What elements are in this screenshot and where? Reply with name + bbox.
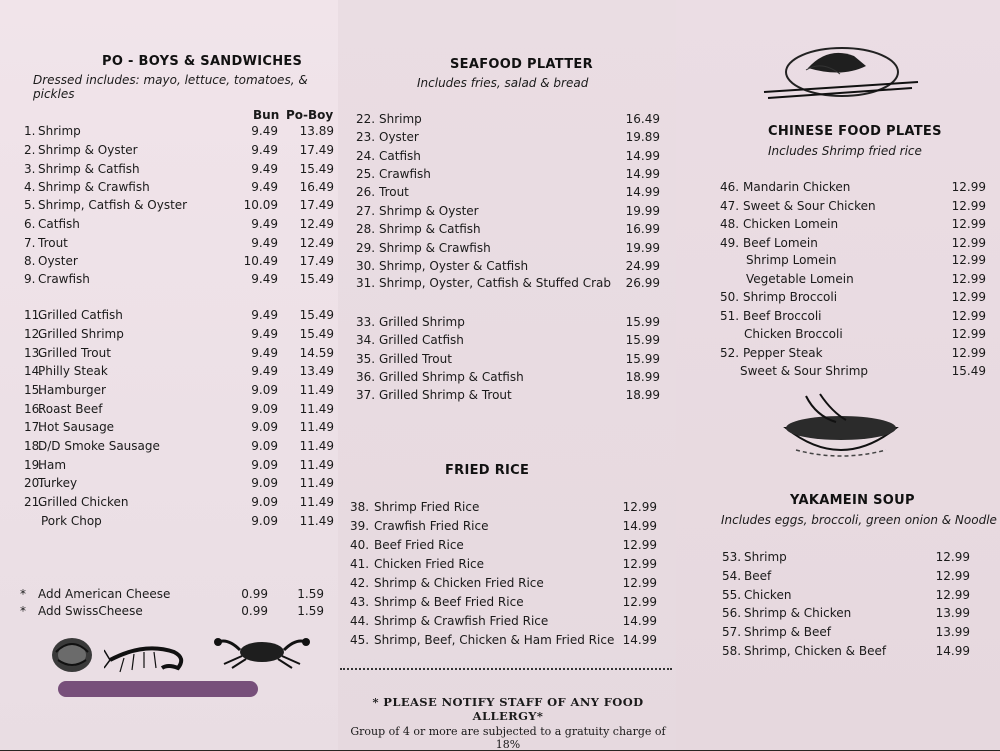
item-number: 55.: [722, 588, 742, 602]
fried-rice-row: [350, 576, 657, 594]
item-number: 13.: [24, 346, 44, 360]
bun-price: 9.09: [251, 402, 278, 416]
item-number: 38.: [350, 500, 370, 514]
item-price: 15.99: [625, 352, 660, 366]
item-name: Shrimp Broccoli: [743, 290, 838, 304]
yakamein-row: [722, 569, 970, 587]
item-name: Sweet & Sour Chicken: [743, 199, 876, 213]
yakamein-row: [722, 550, 970, 568]
item-number: 52.: [720, 346, 740, 360]
item-name: Shrimp & Catfish: [38, 162, 140, 176]
po-boy-row: [24, 254, 334, 272]
seafood-row: [356, 149, 660, 167]
item-name: Shrimp Fried Rice: [374, 500, 480, 514]
seafood-row: [356, 130, 660, 148]
po-boy-row: [24, 346, 334, 364]
item-price: 12.99: [951, 253, 986, 267]
item-price: 15.99: [625, 315, 660, 329]
item-price: 19.99: [625, 241, 660, 255]
item-name: Grilled Shrimp & Trout: [379, 388, 512, 402]
item-name: Shrimp & Crawfish: [38, 180, 150, 194]
item-price: 12.99: [951, 290, 986, 304]
bun-price: 9.49: [251, 236, 278, 250]
item-price: 12.99: [951, 199, 986, 213]
chinese-plate-row: [720, 253, 986, 271]
seafood-row: [356, 204, 660, 222]
item-number: 19.: [24, 458, 44, 472]
fried-rice-row: [350, 633, 657, 651]
bun-column-header: Bun: [253, 108, 280, 122]
poboy-column-header: Po-Boy: [286, 108, 334, 122]
item-price: 19.99: [625, 204, 660, 218]
item-price: 14.99: [622, 633, 657, 647]
item-name: Shrimp & Chicken: [744, 606, 852, 620]
item-name: Shrimp, Beef, Chicken & Ham Fried Rice: [374, 633, 615, 647]
item-name: Grilled Chicken: [38, 495, 129, 509]
item-name: Chicken Lomein: [743, 217, 839, 231]
item-price: 14.99: [625, 185, 660, 199]
po-boy-row: [24, 180, 334, 198]
yakamein-row: [722, 644, 970, 662]
poboy-price: 11.49: [299, 420, 334, 434]
bun-price: 10.09: [243, 198, 278, 212]
fried-rice-title: FRIED RICE: [445, 463, 530, 478]
item-name: Shrimp: [38, 124, 81, 138]
item-number: 9.: [24, 272, 36, 286]
bun-price: 0.99: [241, 587, 268, 601]
addon-name: Add SwissCheese: [38, 604, 143, 618]
seafood-row: [356, 185, 660, 203]
item-price: 18.99: [625, 370, 660, 384]
item-number: 44.: [350, 614, 370, 628]
chinese-plate-row: [720, 236, 986, 254]
yakamein-row: [722, 588, 970, 606]
item-number: 33.: [356, 315, 376, 329]
chinese-plate-icon: [762, 38, 922, 108]
item-name: Shrimp & Crawfish Fried Rice: [374, 614, 549, 628]
seafood-platter-subtitle: Includes fries, salad & bread: [417, 76, 589, 90]
item-name: Mandarin Chicken: [743, 180, 851, 194]
item-name: Oyster: [379, 130, 419, 144]
po-boy-row: [24, 236, 334, 254]
item-price: 14.99: [935, 644, 970, 658]
item-name: Shrimp & Beef: [744, 625, 832, 639]
poboy-price: 12.49: [299, 217, 334, 231]
item-price: 12.99: [622, 557, 657, 571]
item-name: Shrimp, Oyster & Catfish: [379, 259, 529, 273]
poboy-price: 11.49: [299, 458, 334, 472]
poboy-price: 17.49: [299, 198, 334, 212]
item-price: 12.99: [622, 500, 657, 514]
bun-price: 9.09: [251, 514, 278, 528]
po-boy-row: [24, 476, 334, 494]
yakamein-row: [722, 625, 970, 643]
item-name: Shrimp & Beef Fried Rice: [374, 595, 524, 609]
item-name: Pork Chop: [41, 514, 102, 528]
po-boy-row: [24, 514, 334, 532]
fried-rice-row: [350, 557, 657, 575]
bun-price: 9.09: [251, 420, 278, 434]
bun-price: 9.49: [251, 327, 278, 341]
item-name: Crawfish Fried Rice: [374, 519, 489, 533]
item-name: Chicken: [744, 588, 792, 602]
item-name: Grilled Catfish: [379, 333, 464, 347]
seafood-row: [356, 370, 660, 388]
fried-rice-row: [350, 538, 657, 556]
po-boy-row: [24, 327, 334, 345]
item-number: 29.: [356, 241, 376, 255]
item-name: Shrimp & Catfish: [379, 222, 481, 236]
item-number: 56.: [722, 606, 742, 620]
item-number: 12.: [24, 327, 44, 341]
item-name: Crawfish: [38, 272, 90, 286]
po-boy-row: [24, 124, 334, 142]
yakamein-subtitle: Includes eggs, broccoli, green onion & Noodle: [721, 513, 997, 527]
item-number: 16.: [24, 402, 44, 416]
item-number: 17.: [24, 420, 44, 434]
item-number: 45.: [350, 633, 370, 647]
item-price: 12.99: [951, 272, 986, 286]
item-number: 31.: [356, 276, 376, 290]
item-price: 12.99: [935, 550, 970, 564]
item-name: Shrimp & Crawfish: [379, 241, 491, 255]
po-boy-row: [24, 217, 334, 235]
po-boy-row: [24, 495, 334, 513]
item-number: 22.: [356, 112, 376, 126]
item-name: Beef Broccoli: [743, 309, 822, 323]
poboy-price: 11.49: [299, 476, 334, 490]
item-name: Beef: [744, 569, 772, 583]
item-name: Grilled Catfish: [38, 308, 123, 322]
item-price: 12.99: [622, 595, 657, 609]
item-name: Hot Sausage: [38, 420, 115, 434]
poboy-price: 15.49: [299, 272, 334, 286]
item-number: 21.: [24, 495, 44, 509]
item-number: 26.: [356, 185, 376, 199]
item-number: 58.: [722, 644, 742, 658]
item-number: 50.: [720, 290, 740, 304]
item-number: 41.: [350, 557, 370, 571]
fried-rice-row: [350, 519, 657, 537]
seafood-row: [356, 241, 660, 259]
poboy-price: 15.49: [299, 308, 334, 322]
item-name: Sweet & Sour Shrimp: [740, 364, 868, 378]
poboy-price: 13.49: [299, 364, 334, 378]
crab-icon: [210, 634, 314, 670]
item-number: 11.: [24, 308, 44, 322]
po-boy-row: [24, 364, 334, 382]
item-number: 28.: [356, 222, 376, 236]
item-number: 24.: [356, 149, 376, 163]
poboy-price: 11.49: [299, 439, 334, 453]
item-name: Chicken Broccoli: [744, 327, 843, 341]
item-number: 46.: [720, 180, 740, 194]
item-price: 12.99: [622, 576, 657, 590]
item-price: 12.99: [951, 180, 986, 194]
po-boy-row: [24, 162, 334, 180]
item-name: Philly Steak: [38, 364, 108, 378]
item-number: 49.: [720, 236, 740, 250]
item-price: 12.99: [951, 309, 986, 323]
seafood-row: [356, 315, 660, 333]
item-number: 6.: [24, 217, 36, 231]
bun-price: 9.49: [251, 308, 278, 322]
item-name: Shrimp, Catfish & Oyster: [38, 198, 188, 212]
bullet-star: *: [20, 604, 26, 618]
poboy-price: 11.49: [299, 514, 334, 528]
chinese-plates-title: CHINESE FOOD PLATES: [768, 124, 942, 139]
item-price: 13.99: [935, 625, 970, 639]
item-name: Crawfish: [379, 167, 431, 181]
po-boy-row: [24, 402, 334, 420]
item-name: Shrimp & Oyster: [38, 143, 138, 157]
bun-price: 9.09: [251, 495, 278, 509]
item-price: 12.99: [935, 588, 970, 602]
item-name: Roast Beef: [38, 402, 103, 416]
item-name: Ham: [38, 458, 67, 472]
item-price: 19.89: [625, 130, 660, 144]
item-number: 34.: [356, 333, 376, 347]
item-price: 15.99: [625, 333, 660, 347]
item-number: 39.: [350, 519, 370, 533]
item-price: 14.99: [622, 519, 657, 533]
item-name: Turkey: [38, 476, 78, 490]
bun-price: 9.09: [251, 383, 278, 397]
item-name: Shrimp: [744, 550, 787, 564]
item-name: Shrimp & Chicken Fried Rice: [374, 576, 544, 590]
po-boy-row: [24, 420, 334, 438]
cheese-addon-row: [20, 587, 324, 605]
item-name: Catfish: [38, 217, 80, 231]
seafood-row: [356, 112, 660, 130]
item-name: Grilled Trout: [379, 352, 452, 366]
seafood-row: [356, 352, 660, 370]
item-name: Catfish: [379, 149, 421, 163]
seafood-row: [356, 276, 660, 294]
yakamein-row: [722, 606, 970, 624]
bun-price: 9.09: [251, 458, 278, 472]
bun-price: 9.49: [251, 217, 278, 231]
seafood-row: [356, 259, 660, 277]
item-name: Beef Fried Rice: [374, 538, 464, 552]
po-boy-row: [24, 143, 334, 161]
item-number: 2.: [24, 143, 36, 157]
bun-price: 9.49: [251, 143, 278, 157]
po-boy-row: [24, 308, 334, 326]
allergy-notice: * PLEASE NOTIFY STAFF OF ANY FOOD ALLERGY*: [372, 695, 644, 723]
seafood-panel: [338, 0, 678, 750]
item-name: Shrimp, Chicken & Beef: [744, 644, 887, 658]
item-name: Oyster: [38, 254, 78, 268]
yakamein-title: YAKAMEIN SOUP: [790, 493, 915, 508]
item-number: 47.: [720, 199, 740, 213]
bullet-star: *: [20, 587, 26, 601]
item-name: D/D Smoke Sausage: [38, 439, 160, 453]
po-boys-subtitle: Dressed includes: mayo, lettuce, tomatoes, & pickles: [33, 73, 308, 101]
poboy-price: 15.49: [299, 327, 334, 341]
po-boys-title: PO - BOYS & SANDWICHES: [102, 54, 303, 69]
poboy-price: 13.89: [299, 124, 334, 138]
bun-price: 9.49: [251, 180, 278, 194]
item-number: 37.: [356, 388, 376, 402]
item-price: 12.99: [622, 538, 657, 552]
item-name: Grilled Shrimp: [379, 315, 465, 329]
bun-price: 9.49: [251, 346, 278, 360]
seafood-row: [356, 333, 660, 351]
chinese-plate-row: [720, 346, 986, 364]
chinese-plate-row: [720, 272, 986, 290]
item-price: 12.99: [951, 346, 986, 360]
poboy-price: 11.49: [299, 495, 334, 509]
item-number: 25.: [356, 167, 376, 181]
po-boys-panel: [0, 0, 352, 750]
fried-rice-row: [350, 614, 657, 632]
item-name: Shrimp & Oyster: [379, 204, 479, 218]
seafood-platter-title: SEAFOOD PLATTER: [450, 57, 593, 72]
chinese-plate-row: [720, 180, 986, 198]
item-number: 4.: [24, 180, 36, 194]
po-boy-row: [24, 383, 334, 401]
item-price: 12.99: [951, 236, 986, 250]
bun-price: 10.49: [243, 254, 278, 268]
item-number: 51.: [720, 309, 740, 323]
item-name: Pepper Steak: [743, 346, 823, 360]
item-price: 16.49: [625, 112, 660, 126]
item-number: 23.: [356, 130, 376, 144]
po-boy-row: [24, 198, 334, 216]
item-number: 20.: [24, 476, 44, 490]
item-price: 14.99: [625, 167, 660, 181]
item-price: 14.99: [625, 149, 660, 163]
item-number: 1.: [24, 124, 36, 138]
poboy-price: 16.49: [299, 180, 334, 194]
chinese-plates-subtitle: Includes Shrimp fried rice: [768, 144, 922, 158]
decorative-stripe: [58, 681, 258, 697]
chinese-plate-row: [720, 217, 986, 235]
item-price: 18.99: [625, 388, 660, 402]
fried-rice-row: [350, 500, 657, 518]
item-name: Beef Lomein: [743, 236, 818, 250]
chinese-panel: [676, 0, 1000, 750]
item-number: 14.: [24, 364, 44, 378]
chinese-plate-row: [720, 364, 986, 382]
item-number: 36.: [356, 370, 376, 384]
item-name: Trout: [379, 185, 409, 199]
item-number: 40.: [350, 538, 370, 552]
bun-price: 9.49: [251, 162, 278, 176]
dotted-divider: [340, 668, 672, 670]
item-name: Grilled Shrimp: [38, 327, 124, 341]
item-name: Shrimp, Oyster, Catfish & Stuffed Crab: [379, 276, 612, 290]
item-number: 5.: [24, 198, 36, 212]
item-number: 43.: [350, 595, 370, 609]
item-price: 15.49: [951, 364, 986, 378]
item-number: 53.: [722, 550, 742, 564]
item-number: 30.: [356, 259, 376, 273]
item-number: 3.: [24, 162, 36, 176]
po-boy-row: [24, 439, 334, 457]
poboy-price: 11.49: [299, 383, 334, 397]
item-price: 13.99: [935, 606, 970, 620]
fried-rice-row: [350, 595, 657, 613]
po-boy-row: [24, 458, 334, 476]
item-number: 18.: [24, 439, 44, 453]
bun-price: 9.49: [251, 364, 278, 378]
bun-price: 9.49: [251, 272, 278, 286]
item-number: 35.: [356, 352, 376, 366]
item-price: 16.99: [625, 222, 660, 236]
poboy-price: 17.49: [299, 254, 334, 268]
seafood-row: [356, 222, 660, 240]
seafood-row: [356, 388, 660, 406]
chinese-plate-row: [720, 199, 986, 217]
item-name: Shrimp: [379, 112, 422, 126]
item-number: 54.: [722, 569, 742, 583]
gratuity-notice: Group of 4 or more are subjected to a gratuity charge of 18%: [350, 725, 666, 751]
chinese-plate-row: [720, 327, 986, 345]
poboy-price: 1.59: [297, 604, 324, 618]
poboy-price: 17.49: [299, 143, 334, 157]
shrimp-icon: [104, 638, 189, 678]
addon-name: Add American Cheese: [38, 587, 171, 601]
bun-price: 9.09: [251, 439, 278, 453]
poboy-price: 12.49: [299, 236, 334, 250]
item-number: 57.: [722, 625, 742, 639]
bun-price: 9.09: [251, 476, 278, 490]
poboy-price: 1.59: [297, 587, 324, 601]
item-name: Grilled Trout: [38, 346, 111, 360]
item-name: Hamburger: [38, 383, 106, 397]
bun-price: 9.49: [251, 124, 278, 138]
item-number: 27.: [356, 204, 376, 218]
oyster-icon: [48, 634, 98, 676]
item-price: 12.99: [951, 327, 986, 341]
item-number: 48.: [720, 217, 740, 231]
item-number: 7.: [24, 236, 36, 250]
cheese-addon-row: [20, 604, 324, 622]
item-price: 12.99: [935, 569, 970, 583]
seafood-row: [356, 167, 660, 185]
item-number: 8.: [24, 254, 36, 268]
poboy-price: 15.49: [299, 162, 334, 176]
item-price: 12.99: [951, 217, 986, 231]
bun-price: 0.99: [241, 604, 268, 618]
item-name: Trout: [38, 236, 68, 250]
item-price: 24.99: [625, 259, 660, 273]
poboy-price: 14.59: [299, 346, 334, 360]
item-price: 26.99: [625, 276, 660, 290]
item-price: 14.99: [622, 614, 657, 628]
item-number: 42.: [350, 576, 370, 590]
item-name: Chicken Fried Rice: [374, 557, 485, 571]
item-name: Shrimp Lomein: [746, 253, 837, 267]
item-number: 15.: [24, 383, 44, 397]
item-name: Vegetable Lomein: [746, 272, 854, 286]
po-boy-row: [24, 272, 334, 290]
poboy-price: 11.49: [299, 402, 334, 416]
soup-bowl-icon: [776, 392, 906, 470]
chinese-plate-row: [720, 309, 986, 327]
chinese-plate-row: [720, 290, 986, 308]
item-name: Grilled Shrimp & Catfish: [379, 370, 524, 384]
